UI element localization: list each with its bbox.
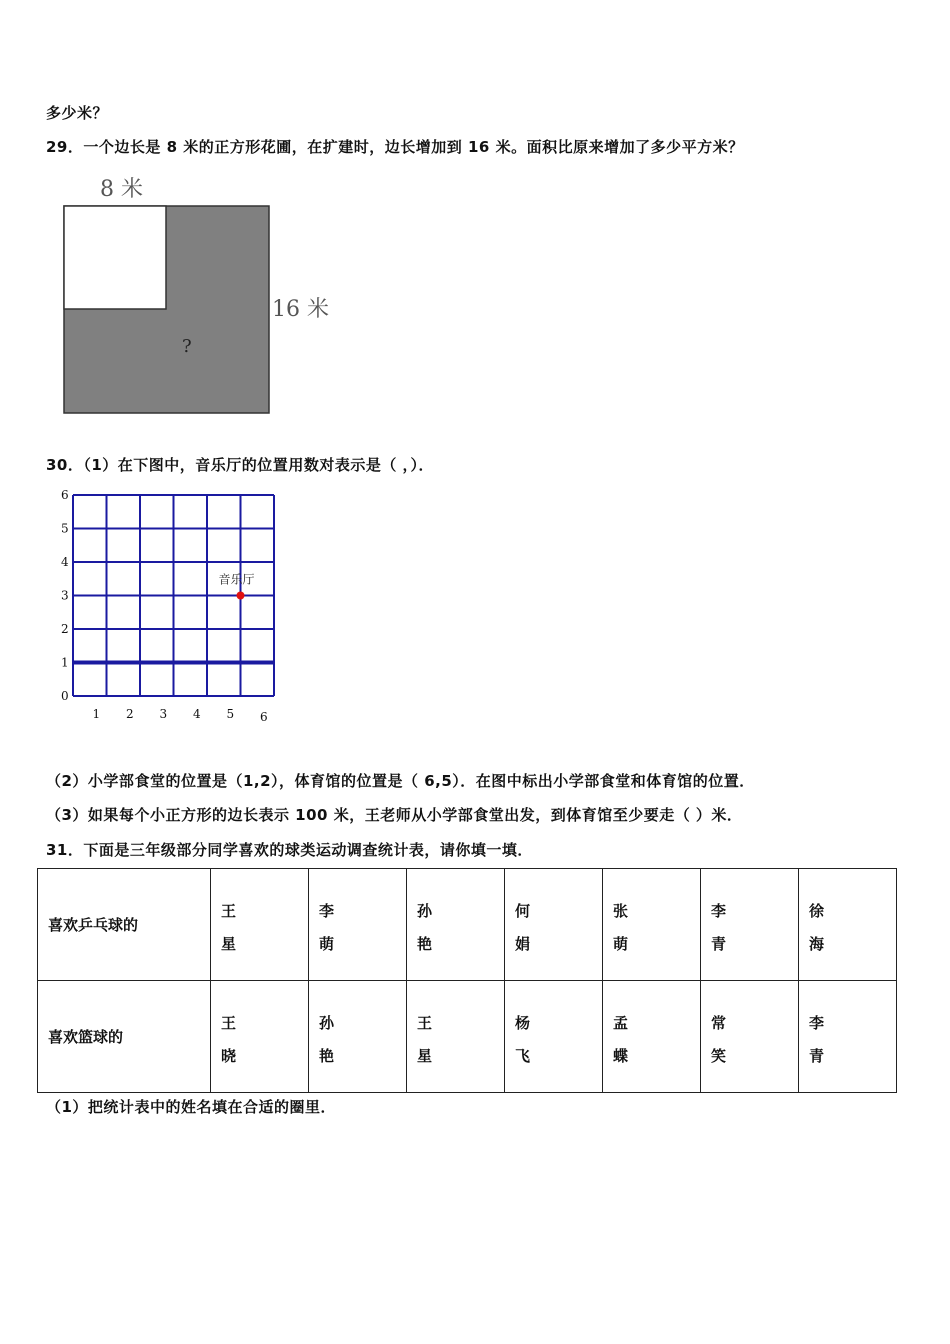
y-tick-label: 0 xyxy=(61,689,69,703)
name-char: 王 xyxy=(221,902,237,920)
name-cell xyxy=(799,869,897,981)
name-char: 杨 xyxy=(515,1014,531,1032)
y-tick-label: 6 xyxy=(61,488,69,502)
name-char: 何 xyxy=(515,902,531,920)
name-char: 张 xyxy=(613,902,629,920)
name-cell xyxy=(701,869,799,981)
name-char: 李 xyxy=(319,902,335,920)
name-char: 笑 xyxy=(711,1047,727,1065)
name-char: 王 xyxy=(417,1014,433,1032)
name-char: 孟 xyxy=(613,1014,629,1032)
y-tick-label: 4 xyxy=(61,555,69,569)
name-cell xyxy=(309,981,407,1093)
name-char: 青 xyxy=(809,1047,825,1065)
q31-question: 31．下面是三年级部分同学喜欢的球类运动调查统计表，请你填一填． xyxy=(46,841,533,859)
concert-hall-label: 音乐厅 xyxy=(218,572,255,587)
survey-table xyxy=(37,868,897,1093)
name-char: 李 xyxy=(809,1014,825,1032)
concert-hall-point xyxy=(237,592,245,600)
name-cell xyxy=(505,869,603,981)
name-cell xyxy=(407,869,505,981)
name-cell xyxy=(701,981,799,1093)
name-cell xyxy=(309,869,407,981)
y-tick-label: 3 xyxy=(61,588,69,603)
name-char: 孙 xyxy=(417,902,433,920)
name-char: 蝶 xyxy=(613,1047,629,1065)
row-label: 喜欢乒乓球的 xyxy=(38,869,211,981)
y-tick-label: 2 xyxy=(61,622,69,636)
x-tick-label: 2 xyxy=(126,707,134,721)
name-char: 孙 xyxy=(319,1014,335,1032)
name-char: 萌 xyxy=(319,935,335,953)
name-char: 徐 xyxy=(809,902,825,920)
name-cell xyxy=(799,981,897,1093)
y-tick-label: 5 xyxy=(61,521,69,536)
question-mark: ? xyxy=(182,336,192,357)
name-char: 星 xyxy=(417,1047,433,1065)
big-side-label: 16 米 xyxy=(272,297,329,322)
name-char: 海 xyxy=(809,935,825,953)
q28-tail-text: 多少米？ xyxy=(46,104,109,122)
x-axis-ticks xyxy=(93,707,268,724)
q30-part1: 30．（1）在下图中，音乐厅的位置用数对表示是（ ，）． xyxy=(46,456,435,474)
small-square-original xyxy=(64,206,166,309)
q30-part3: （3）如果每个小正方形的边长表示 100 米，王老师从小学部食堂出发，到体育馆至少要走（ ）米． xyxy=(46,806,743,824)
name-char: 娟 xyxy=(515,935,531,953)
x-tick-label: 4 xyxy=(193,707,201,721)
name-char: 艳 xyxy=(319,1047,335,1065)
name-char: 王 xyxy=(221,1014,237,1032)
x-tick-label: 6 xyxy=(260,710,268,724)
q30-part2: （2）小学部食堂的位置是（1,2），体育馆的位置是（ 6,5）．在图中标出小学部食堂和体育馆的位置． xyxy=(46,772,755,790)
name-char: 艳 xyxy=(417,935,433,953)
table-row xyxy=(38,869,897,981)
name-char: 飞 xyxy=(515,1047,531,1065)
x-tick-label: 5 xyxy=(226,707,235,721)
table-row xyxy=(38,981,897,1093)
name-cell xyxy=(603,869,701,981)
name-cell xyxy=(211,869,309,981)
name-char: 晓 xyxy=(221,1047,237,1065)
y-axis-ticks xyxy=(61,488,69,703)
x-tick-label: 1 xyxy=(92,707,101,721)
q30-coordinate-grid xyxy=(55,488,295,728)
q29-figure xyxy=(46,168,346,420)
name-char: 青 xyxy=(711,935,727,953)
small-side-label: 8 米 xyxy=(100,177,143,202)
name-cell xyxy=(407,981,505,1093)
name-char: 星 xyxy=(221,935,237,953)
name-cell xyxy=(211,981,309,1093)
q29-question: 29．一个边长是 8 米的正方形花圃，在扩建时，边长增加到 16 米。面积比原来增加了多少平方米？ xyxy=(46,138,744,156)
y-tick-label: 1 xyxy=(61,655,69,670)
name-char: 常 xyxy=(711,1014,727,1032)
name-cell xyxy=(505,981,603,1093)
name-char: 萌 xyxy=(613,935,629,953)
name-char: 李 xyxy=(711,902,727,920)
q31-part1: （1）把统计表中的姓名填在合适的圈里． xyxy=(46,1098,336,1116)
x-tick-label: 3 xyxy=(159,707,168,721)
name-cell xyxy=(603,981,701,1093)
row-label: 喜欢篮球的 xyxy=(38,981,211,1093)
